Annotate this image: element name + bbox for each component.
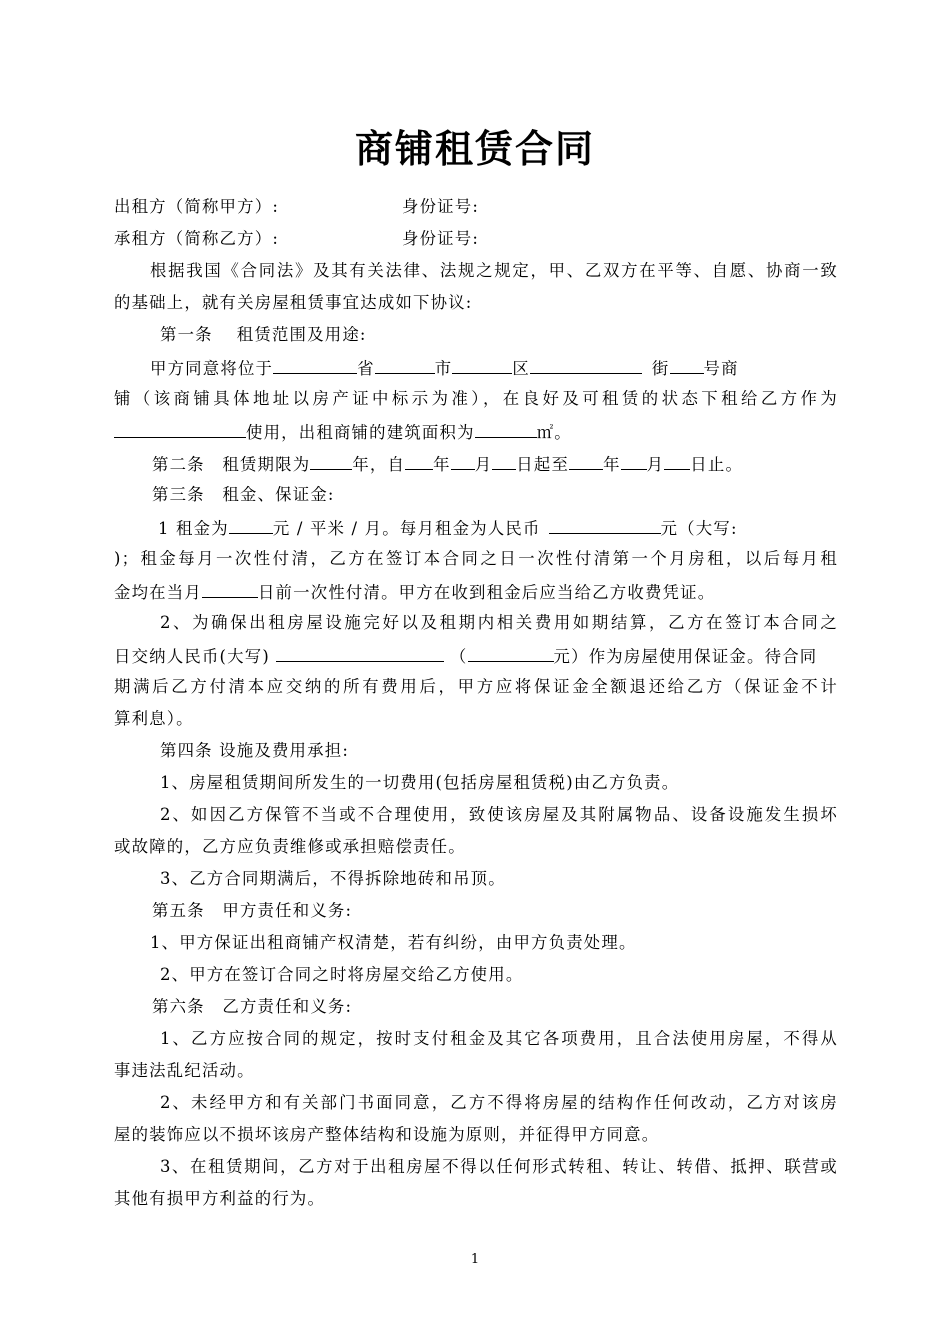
text-segment: 金均在当月 [114, 583, 202, 602]
blank-street [530, 356, 642, 374]
article-3-p1-line-3 [114, 580, 838, 604]
preamble-line-2: 的基础上，就有关房屋租赁事宜达成如下协议: [114, 293, 473, 312]
article-1-line-2: 铺（该商铺具体地址以房产证中标示为准），在良好及可租赁的状态下租给乙方作为 [114, 389, 838, 408]
text-segment: 1 租金为 [158, 519, 229, 538]
article-4-item-1: 1、房屋租赁期间所发生的一切费用(包括房屋租赁税)由乙方负责。 [160, 773, 680, 792]
article-5-item-1: 1、甲方保证出租商铺产权清楚，若有纠纷，由甲方负责处理。 [150, 933, 637, 952]
blank-monthly-rent [549, 516, 661, 534]
text-segment: 元 / 平米 / 月。每月租金为人民币 [272, 519, 541, 538]
article-1-line-1 [150, 356, 838, 380]
article-5-heading: 第五条 甲方责任和义务: [152, 901, 353, 920]
article-6-item-1-line-1: 1、乙方应按合同的规定，按时支付租金及其它各项费用，且合法使用房屋，不得从 [160, 1029, 838, 1048]
text-segment: 使用，出租商铺的建筑面积为 [246, 423, 475, 442]
article-6-item-2-line-2: 屋的装饰应以不损坏该房产整体结构和设施为原则，并征得甲方同意。 [114, 1125, 660, 1144]
blank-usage [114, 420, 246, 438]
article-3-p2-line-3: 期满后乙方付清本应交纳的所有费用后，甲方应将保证金全额退还给乙方（保证金不计 [114, 677, 838, 696]
lessor-id-label: 身份证号: [402, 197, 480, 216]
lessee-line [114, 228, 838, 250]
text-segment: 市 [434, 359, 453, 378]
article-6-item-2-line-1: 2、未经甲方和有关部门书面同意，乙方不得将房屋的结构作任何改动，乙方对该房 [160, 1093, 838, 1112]
text-segment: 省 [357, 359, 375, 378]
blank-rent-per-sqm [229, 516, 273, 534]
lessor-label: 出租方（简称甲方）: [114, 197, 280, 216]
article-2-line [152, 452, 838, 476]
lessor-line [114, 196, 838, 218]
text-segment: 甲方同意将位于 [150, 359, 274, 378]
article-3-heading: 第三条 租金、保证金: [152, 485, 335, 504]
blank-end-month [621, 452, 647, 470]
text-segment: 日交纳人民币(大写) [114, 647, 270, 666]
text-segment: ㎡。 [536, 423, 572, 442]
article-1-heading: 第一条 租赁范围及用途: [160, 325, 367, 344]
blank-start-day [492, 452, 516, 470]
article-3-p2-line-2 [114, 644, 838, 668]
article-4-item-2-line-1: 2、如因乙方保管不当或不合理使用，致使该房屋及其附属物品、设备设施发生损坏 [160, 805, 838, 824]
blank-district [452, 356, 512, 374]
blank-start-year [405, 452, 433, 470]
article-6-heading: 第六条 乙方责任和义务: [152, 997, 353, 1016]
blank-start-month [451, 452, 475, 470]
blank-number [670, 356, 704, 374]
preamble-line-1: 根据我国《合同法》及其有关法律、法规之规定，甲、乙双方在平等、自愿、协商一致 [150, 261, 838, 280]
text-segment: 日起至 [516, 455, 570, 474]
blank-area [475, 420, 537, 438]
text-segment: 年，自 [352, 455, 406, 474]
article-3-p1-line-2: )；租金每月一次性付清，乙方在签订本合同之日一次性付清第一个月房租，以后每月租 [114, 549, 838, 568]
article-4-item-2-line-2: 或故障的，乙方应负责维修或承担赔偿责任。 [114, 837, 466, 856]
text-segment: 元）作为房屋使用保证金。待合同 [553, 647, 818, 666]
blank-deposit-words [276, 644, 444, 662]
article-1-line-3 [114, 420, 838, 444]
text-segment: （ [449, 647, 468, 666]
text-segment: 第二条 租赁期限为 [152, 455, 311, 474]
article-3-p1-line-1 [158, 516, 838, 540]
lessee-label: 承租方（简称乙方）: [114, 229, 280, 248]
text-segment: 日前一次性付清。甲方在收到租金后应当给乙方收费凭证。 [257, 583, 716, 602]
document-title: 商铺租赁合同 [354, 127, 595, 171]
article-6-item-3-line-2: 其他有损甲方利益的行为。 [114, 1189, 326, 1208]
text-segment: 日止。 [690, 455, 744, 474]
article-3-p2-line-4: 算利息）。 [114, 709, 194, 728]
text-segment: 区 [512, 359, 530, 378]
blank-province [273, 356, 357, 374]
blank-pay-day [202, 580, 258, 598]
lessee-id-label: 身份证号: [402, 229, 480, 248]
blank-end-year [569, 452, 603, 470]
text-segment: 年 [603, 455, 621, 474]
article-4-heading: 第四条 设施及费用承担: [160, 741, 350, 760]
article-6-item-1-line-2: 事违法乱纪活动。 [114, 1061, 255, 1080]
blank-city [375, 356, 435, 374]
text-segment: 号商 [703, 359, 739, 378]
article-3-p2-line-1: 2、为确保出租房屋设施完好以及租期内相关费用如期结算，乙方在签订本合同之 [160, 613, 838, 632]
blank-deposit-amount [468, 644, 554, 662]
article-6-item-3-line-1: 3、在租赁期间，乙方对于出租房屋不得以任何形式转租、转让、转借、抵押、联营或 [160, 1157, 838, 1176]
text-segment: 元（大写: [660, 519, 738, 538]
article-5-item-2: 2、甲方在签订合同之时将房屋交给乙方使用。 [160, 965, 524, 984]
article-4-item-3: 3、乙方合同期满后，不得拆除地砖和吊顶。 [160, 869, 506, 888]
text-segment: 街 [651, 359, 670, 378]
blank-years [310, 452, 352, 470]
blank-end-day [664, 452, 690, 470]
text-segment: 年 [433, 455, 451, 474]
text-segment: 月 [646, 455, 665, 474]
page-number: 1 [470, 1252, 480, 1267]
text-segment: 月 [474, 455, 493, 474]
